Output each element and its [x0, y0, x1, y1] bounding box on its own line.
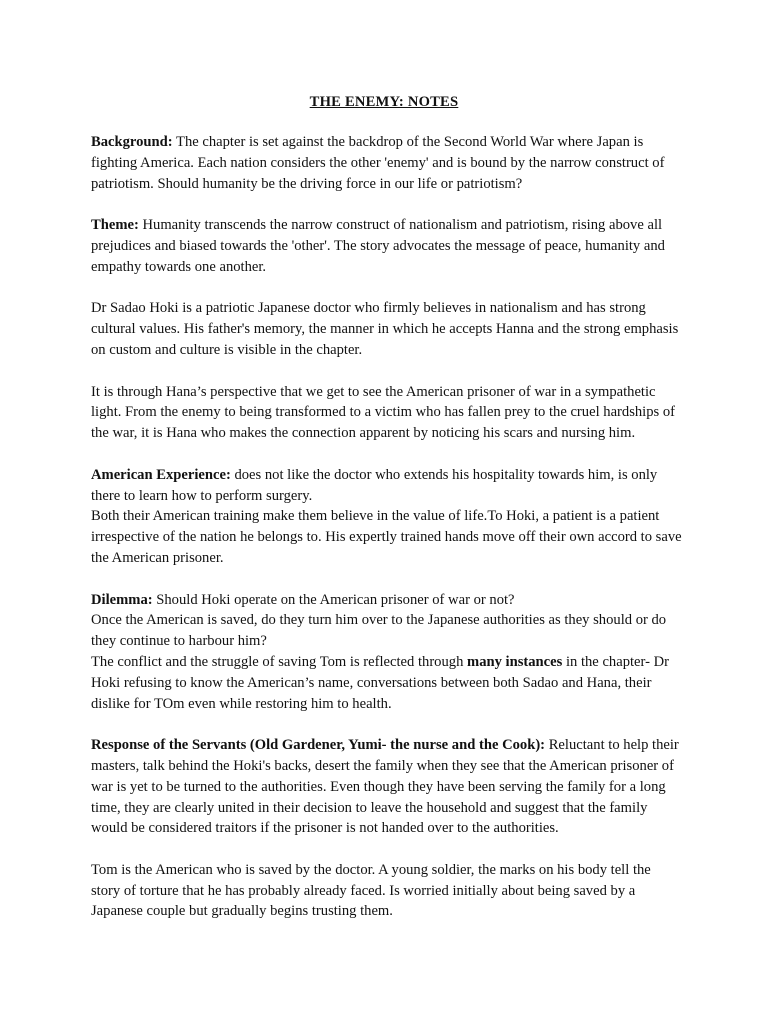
hana-paragraph	[91, 382, 683, 444]
theme-text: Humanity transcends the narrow construct of nationalism and patriotism, rising above all prejudices and biased towards the 'other'. The story advocates the message of peace, humanity and empathy towards one another.	[91, 217, 665, 275]
dilemma-line-3-pre: The conflict and the struggle of saving Tom is reflected through	[91, 653, 468, 670]
dilemma-line-3-bold: many instances	[467, 653, 563, 670]
american-experience-text-2: Both their American training make them believe in the value of life.To Hoki, a patient is a patient irrespective of the nation he belongs to. His expertly trained hands move off their own accord to save the American prisoner.	[91, 508, 682, 566]
sadao-paragraph	[91, 298, 683, 360]
background-text: The chapter is set against the backdrop of the Second World War where Japan is fighting America. Each nation considers the other 'enemy' and is bound by the narrow construct of patriotism. Should humanity be the driving force in our life or patriotism?	[91, 134, 665, 192]
theme-label: Theme:	[91, 217, 139, 234]
servants-paragraph	[91, 735, 683, 839]
tom-paragraph	[91, 860, 683, 922]
american-experience-text: does not like the doctor who extends his hospitality towards him, is only there to learn how to perform surgery.	[91, 466, 658, 504]
sadao-text: Dr Sadao Hoki is a patriotic Japanese doctor who firmly believes in nationalism and has strong cultural values. His father's memory, the manner in which he accepts Hanna and the strong emphasis on custom and culture is visible in the chapter.	[91, 300, 679, 358]
document-body	[91, 132, 683, 943]
servants-text: Reluctant to help their masters, talk behind the Hoki's backs, desert the family when they see that the American prisoner of war is yet to be turned to the authorities. Even though they have been serving the family for a long time, they are clearly united in their decision to leave the household and suggest that the family would be considered traitors if the prisoner is not handed over to the authorities.	[91, 737, 679, 837]
dilemma-paragraph	[91, 590, 683, 715]
background-paragraph	[91, 132, 683, 194]
theme-paragraph	[91, 215, 683, 277]
dilemma-text: Should Hoki operate on the American prisoner of war or not?	[152, 591, 515, 608]
background-label: Background:	[91, 134, 173, 150]
page-title: THE ENEMY: NOTES	[309, 94, 459, 110]
hana-text: It is through Hana’s perspective that we get to see the American prisoner of war in a sympathetic light. From the enemy to being transformed to a victim who has fallen prey to the cruel hardships of the war, it is Hana who makes the connection apparent by noticing his scars and nursing him.	[91, 383, 676, 442]
dilemma-line-3-post: in the chapter- Dr Hoki refusing to know the American’s name, conversations between both Sadao and Hana, their dislike for TOm even while restoring him to health.	[91, 653, 669, 712]
american-experience-paragraph	[91, 465, 683, 569]
dilemma-label: Dilemma:	[91, 591, 153, 608]
tom-text: Tom is the American who is saved by the doctor. A young soldier, the marks on his body tell the story of torture that he has probably already faced. Is worried initially about being saved by a Japanese couple but gradually begins trusting them.	[91, 861, 651, 920]
servants-label: Response of the Servants (Old Gardener, Yumi- the nurse and the Cook):	[91, 737, 546, 754]
dilemma-line-2: Once the American is saved, do they turn him over to the Japanese authorities as they should or do they continue to harbour him?	[91, 612, 667, 650]
american-experience-label: American Experience:	[91, 466, 231, 483]
